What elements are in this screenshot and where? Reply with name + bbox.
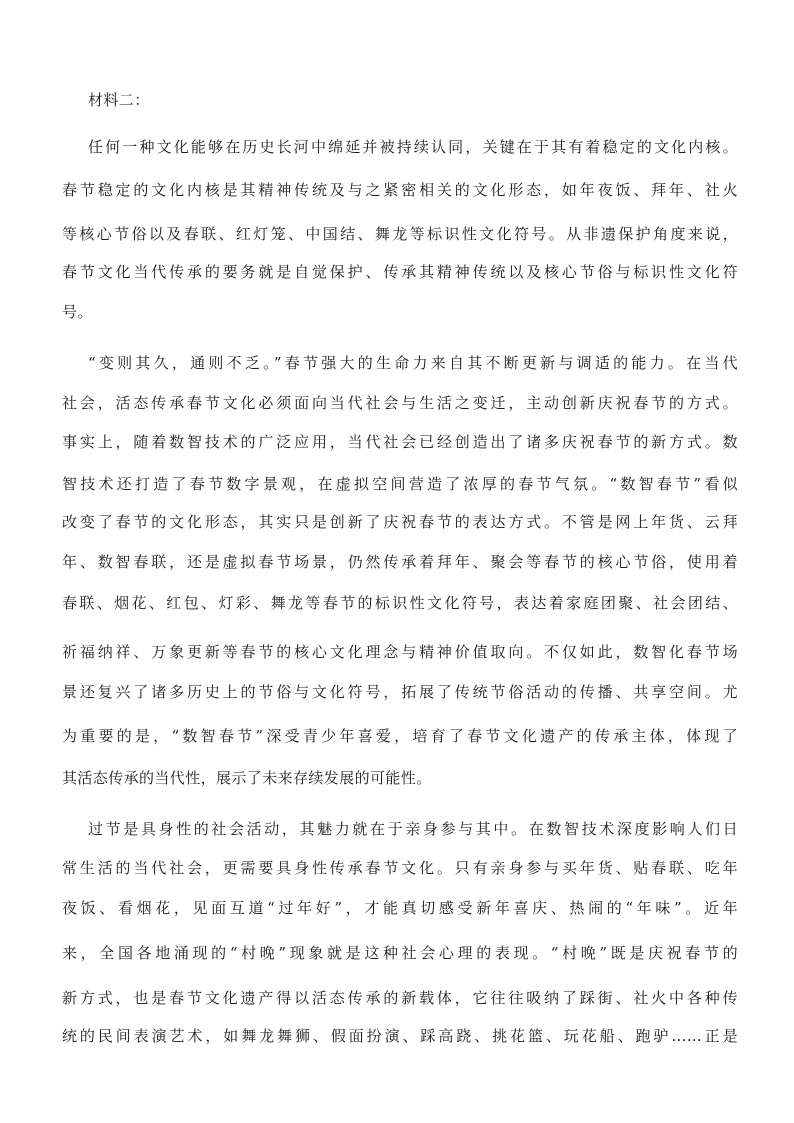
section-title: 材料二：: [88, 91, 150, 109]
paragraph-2-line-1: “变则其久，通则不乏。”春节强大的生命力来自其不断更新与调适的能力。在当代: [88, 354, 738, 372]
paragraph-2-line-5: 改变了春节的文化形态，其实只是创新了庆祝春节的表达方式。不管是网上年货、云拜: [62, 513, 738, 531]
paragraph-2-line-3: 事实上，随着数智技术的广泛应用，当代社会已经创造出了诸多庆祝春节的新方式。数: [62, 433, 738, 451]
paragraph-2-line-4: 智技术还打造了春节数字景观，在虚拟空间营造了浓厚的春节气氛。“数智春节”看似: [62, 475, 738, 493]
paragraph-2-line-7: 春联、烟花、红包、灯彩、舞龙等春节的标识性文化符号，表达着家庭团聚、社会团结、: [62, 594, 738, 612]
paragraph-2-line-2: 社会，活态传承春节文化必须面向当代社会与生活之变迁，主动创新庆祝春节的方式。: [62, 394, 738, 412]
paragraph-3-line-3: 夜饭、看烟花，见面互道“过年好”，才能真切感受新年喜庆、热闹的“年味”。近年: [62, 899, 738, 917]
paragraph-2-line-10: 为重要的是，“数智春节”深受青少年喜爱，培育了春节文化遗产的传承主体，体现了: [62, 727, 738, 745]
paragraph-1-line-1: 任何一种文化能够在历史长河中绵延并被持续认同，关键在于其有着稳定的文化内核。: [88, 138, 738, 156]
paragraph-3-line-4: 来，全国各地涌现的“村晚”现象就是这种社会心理的表现。“村晚”既是庆祝春节的: [62, 944, 738, 962]
paragraph-3-line-5: 新方式，也是春节文化遗产得以活态传承的新载体，它往往吸纳了踩街、社火中各种传: [62, 989, 738, 1007]
paragraph-3-line-6: 统的民间表演艺术，如舞龙舞狮、假面扮演、踩高跷、挑花篮、玩花船、跑驴……正是: [62, 1027, 738, 1045]
paragraph-1-line-5: 号。: [62, 303, 93, 321]
paragraph-1-line-4: 春节文化当代传承的要务就是自觉保护、传承其精神传统以及核心节俗与标识性文化符: [62, 263, 738, 281]
paragraph-2-line-8: 祈福纳祥、万象更新等春节的核心文化理念与精神价值取向。不仅如此，数智化春节场: [62, 643, 738, 661]
paragraph-2-line-9: 景还复兴了诸多历史上的节俗与文化符号，拓展了传统节俗活动的传播、共享空间。尤: [62, 683, 738, 701]
paragraph-2-line-6: 年、数智春联，还是虚拟春节场景，仍然传承着拜年、聚会等春节的核心节俗，使用着: [62, 553, 738, 571]
paragraph-2-line-11: 其活态传承的当代性，展示了未来存续发展的可能性。: [62, 769, 432, 787]
paragraph-1-line-3: 等核心节俗以及春联、红灯笼、中国结、舞龙等标识性文化符号。从非遗保护角度来说，: [62, 225, 738, 243]
paragraph-3-line-2: 常生活的当代社会，更需要具身性传承春节文化。只有亲身参与买年货、贴春联、吃年: [62, 859, 738, 877]
paragraph-3-line-1: 过节是具身性的社会活动，其魅力就在于亲身参与其中。在数智技术深度影响人们日: [88, 820, 738, 838]
paragraph-1-line-2: 春节稳定的文化内核是其精神传统及与之紧密相关的文化形态，如年夜饭、拜年、社火: [62, 181, 738, 199]
